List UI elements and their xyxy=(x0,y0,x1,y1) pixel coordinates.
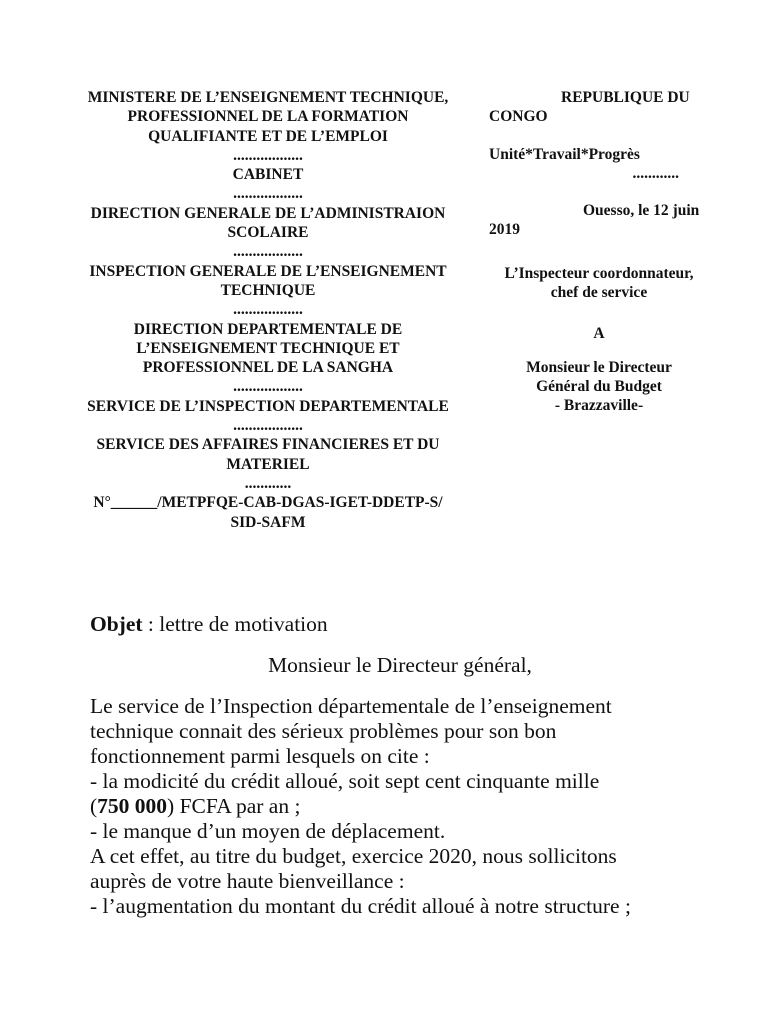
letterhead-separator: .................. xyxy=(233,146,303,164)
paragraph-line-amount xyxy=(90,794,710,819)
amount-open: ( xyxy=(90,794,98,818)
letterhead-separator: ............ xyxy=(244,474,292,492)
salutation: Monsieur le Directeur général, xyxy=(268,653,532,677)
letterhead-republic xyxy=(489,88,709,416)
amount-close: ) xyxy=(167,794,180,818)
letterhead-line: L’ENSEIGNEMENT TECHNIQUE ET xyxy=(136,339,400,357)
letterhead-line: INSPECTION GENERALE DE L’ENSEIGNEMENT xyxy=(89,262,447,280)
paragraph-line: fonctionnement parmi lesquels on cite : xyxy=(90,744,430,768)
letterhead-line: PROFESSIONNEL DE LA SANGHA xyxy=(142,359,394,377)
letterhead-separator: .................. xyxy=(233,417,303,435)
letterhead-line: SERVICE DES AFFAIRES FINANCIERES ET DU xyxy=(96,436,440,454)
recipient-line: - Brazzaville- xyxy=(554,397,644,415)
subject-line xyxy=(90,612,710,637)
paragraph-line: - la modicité du crédit alloué, soit sept cent cinquante mille xyxy=(90,769,600,793)
subject-text: : lettre de motivation xyxy=(142,612,328,636)
letter-paragraph xyxy=(90,694,710,919)
letterhead-separator: .................. xyxy=(233,243,303,261)
motto-separator: ............ xyxy=(632,164,679,182)
sender-title: L’Inspecteur coordonnateur, chef de service xyxy=(504,264,694,302)
reference-number: N°______/METPFQE-CAB-DGAS-IGET-DDETP-S/ xyxy=(93,494,443,512)
amount-value: 750 000 xyxy=(97,794,168,818)
paragraph-line: Le service de l’Inspection départementale de l’enseignement xyxy=(90,694,612,718)
reference-number: SID-SAFM xyxy=(230,513,306,531)
addressee-prefix: A xyxy=(593,325,605,343)
letterhead-administration xyxy=(60,88,476,532)
paragraph-line: auprès de votre haute bienveillance : xyxy=(90,869,405,893)
recipient-line: Général du Budget xyxy=(536,377,662,395)
letterhead-separator: .................. xyxy=(233,378,303,396)
letter-body xyxy=(90,612,710,919)
amount-rest: FCFA par an ; xyxy=(179,794,301,818)
letterhead-line: CABINET xyxy=(232,166,304,184)
paragraph-line: - l’augmentation du montant du crédit alloué à notre structure ; xyxy=(90,894,631,918)
letterhead-separator: .................. xyxy=(233,185,303,203)
republic-title: REPUBLIQUE DU CONGO xyxy=(489,89,690,126)
letterhead-line: MINISTERE DE L’ENSEIGNEMENT TECHNIQUE, xyxy=(87,89,449,106)
letterhead-line: DIRECTION DEPARTEMENTALE DE xyxy=(133,320,403,338)
national-motto: Unité*Travail*Progrès xyxy=(489,145,640,163)
letterhead-line: PROFESSIONNEL DE LA FORMATION xyxy=(127,108,409,126)
paragraph-line: A cet effet, au titre du budget, exercice 2020, nous sollicitons xyxy=(90,844,617,868)
recipient-block xyxy=(489,358,709,416)
recipient-line: Monsieur le Directeur xyxy=(526,358,672,376)
letterhead-line: MATERIEL xyxy=(226,455,310,473)
paragraph-line: - le manque d’un moyen de déplacement. xyxy=(90,819,446,843)
letterhead-line: TECHNIQUE xyxy=(220,281,316,299)
letterhead-line: QUALIFIANTE ET DE L’EMPLOI xyxy=(148,127,388,145)
letterhead-line: DIRECTION GENERALE DE L’ADMINISTRAION xyxy=(90,204,446,222)
letterhead-line: SERVICE DE L’INSPECTION DEPARTEMENTALE xyxy=(87,397,449,415)
letterhead-line: SCOLAIRE xyxy=(227,224,309,242)
subject-label: Objet xyxy=(90,612,143,636)
letterhead-separator: .................. xyxy=(233,301,303,319)
letter-date: Ouesso, le 12 juin 2019 xyxy=(489,202,700,239)
paragraph-line: technique connait des sérieux problèmes pour son bon xyxy=(90,719,557,743)
